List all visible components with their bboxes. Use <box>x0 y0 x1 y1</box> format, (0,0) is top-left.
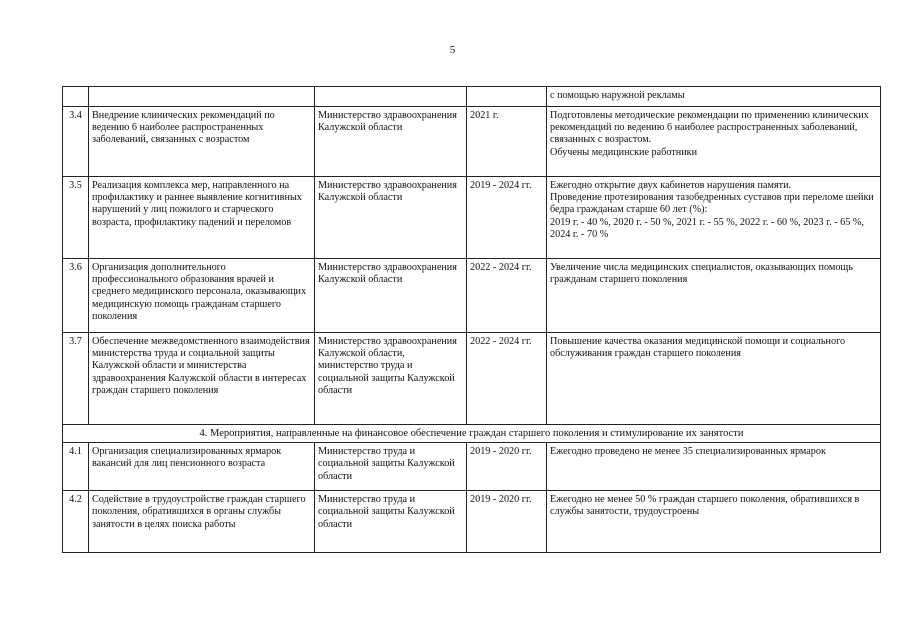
executor-cell <box>315 87 467 107</box>
table-row <box>63 177 881 259</box>
term-cell: 2022 - 2024 гг. <box>467 333 547 425</box>
table-row <box>63 87 881 107</box>
result-cell <box>547 87 881 107</box>
event-cell: Обеспечение межведомственного взаимодействия министерства труда и социальной защиты Калужской области и министерства здравоохранения Калужской области в интересах граждан старшего поколения <box>89 333 315 425</box>
result-line: Ежегодно не менее 50 % граждан старшего поколения, обратившихся в службы занятости, трудоустроены <box>550 494 860 518</box>
row-number: 3.7 <box>63 333 89 425</box>
executor-cell: Министерство здравоохранения Калужской области <box>315 107 467 177</box>
table-row <box>63 491 881 553</box>
event-cell: Реализация комплекса мер, направленного на профилактику и раннее выявление когнитивных нарушений у лиц пожилого и старческого возраста, профилактику падений и переломов <box>89 177 315 259</box>
result-line: Увеличение числа медицинских специалистов, оказывающих помощь гражданам старшего поколения <box>550 262 853 286</box>
event-cell: Организация специализированных ярмарок вакансий для лиц пенсионного возраста <box>89 443 315 491</box>
result-cell <box>547 443 881 491</box>
section-heading: 4. Мероприятия, направленные на финансовое обеспечение граждан старшего поколения и стимулирование их занятости <box>63 425 881 443</box>
result-line: Ежегодно открытие двух кабинетов нарушения памяти. <box>550 180 792 191</box>
result-line: Ежегодно проведено не менее 35 специализированных ярмарок <box>550 446 826 458</box>
result-line: с помощью наружной рекламы <box>550 90 685 101</box>
term-cell: 2019 - 2020 гг. <box>467 491 547 553</box>
row-number: 3.6 <box>63 259 89 333</box>
result-cell <box>547 177 881 259</box>
table-row <box>63 333 881 425</box>
result-cell <box>547 259 881 333</box>
result-line: Подготовлены методические рекомендации по применению клинических рекомендаций по ведению 6 наиболее распространенных заболеваний, связанных с возрастом. <box>550 110 869 146</box>
row-number: 3.5 <box>63 177 89 259</box>
event-cell <box>89 87 315 107</box>
executor-cell: Министерство труда и социальной защиты Калужской области <box>315 443 467 491</box>
result-line: Повышение качества оказания медицинской помощи и социального обслуживания граждан старшего поколения <box>550 336 846 360</box>
row-number: 3.4 <box>63 107 89 177</box>
table-body-top <box>63 87 881 425</box>
term-cell: 2021 г. <box>467 107 547 177</box>
term-cell: 2019 - 2024 гг. <box>467 177 547 259</box>
table-row <box>63 443 881 491</box>
executor-cell: Министерство здравоохранения Калужской области, министерство труда и социальной защиты Калужской области <box>315 333 467 425</box>
row-number: 4.2 <box>63 491 89 553</box>
row-number: 4.1 <box>63 443 89 491</box>
executor-cell: Министерство труда и социальной защиты Калужской области <box>315 491 467 553</box>
event-cell: Содействие в трудоустройстве граждан старшего поколения, обратившихся в органы службы занятости в целях поиска работы <box>89 491 315 553</box>
result-cell <box>547 333 881 425</box>
page-number: 5 <box>449 44 456 56</box>
term-cell <box>467 87 547 107</box>
result-line: Проведение протезирования тазобедренных суставов при переломе шейки бедра гражданам старше 60 лет (%): <box>550 192 874 216</box>
table-body-bottom <box>63 443 881 553</box>
term-cell: 2022 - 2024 гг. <box>467 259 547 333</box>
event-cell: Организация дополнительного профессионального образования врачей и среднего медицинского персонала, оказывающих медицинскую помощь гражданам старшего поколения <box>89 259 315 333</box>
term-cell: 2019 - 2020 гг. <box>467 443 547 491</box>
result-line: Обучены медицинские работники <box>550 146 698 158</box>
row-number <box>63 87 89 107</box>
executor-cell: Министерство здравоохранения Калужской области <box>315 177 467 259</box>
measures-table <box>62 86 881 553</box>
section-heading-row <box>63 425 881 443</box>
result-line: 2019 г. - 40 %, 2020 г. - 50 %, 2021 г. - 55 %, 2022 г. - 60 %, 2023 г. - 65 %, 2024 г. - 70 % <box>550 216 864 240</box>
section-heading-body <box>63 425 881 443</box>
event-cell: Внедрение клинических рекомендаций по ведению 6 наиболее распространенных заболеваний, связанных с возрастом <box>89 107 315 177</box>
table-row <box>63 259 881 333</box>
result-cell <box>547 107 881 177</box>
result-cell <box>547 491 881 553</box>
executor-cell: Министерство здравоохранения Калужской области <box>315 259 467 333</box>
table-row <box>63 107 881 177</box>
